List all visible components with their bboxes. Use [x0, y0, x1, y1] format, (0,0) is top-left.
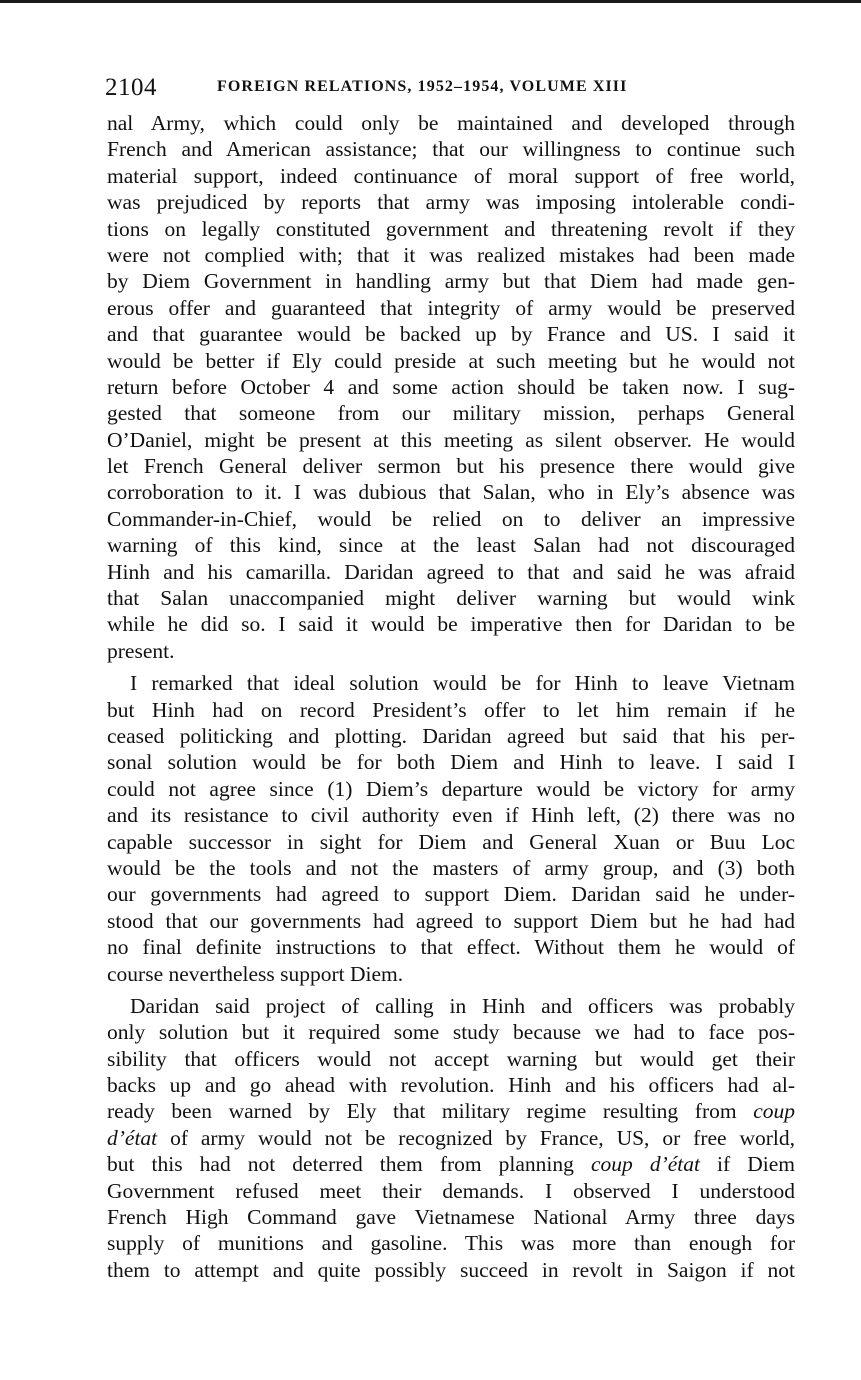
text-line: material support, indeed continuance of moral support of free world, [107, 163, 795, 188]
page-number: 2104 [105, 74, 157, 101]
text-segment: if Diem [717, 1152, 796, 1177]
text-line: Hinh and his camarilla. Daridan agreed to that and said he was afraid [107, 559, 795, 584]
text-line: sonal solution would be for both Diem and Hinh to leave. I said I [107, 750, 795, 775]
text-line: Daridan said project of calling in Hinh and officers was probably [130, 993, 795, 1018]
italic-term: coup d’état [590, 1152, 700, 1177]
text-line: backs up and go ahead with revolution. Hinh and his officers had al- [107, 1073, 795, 1098]
text-line: nal Army, which could only be maintained and developed through [107, 111, 795, 135]
text-line: by Diem Government in handling army but that Diem had made gen- [107, 269, 795, 294]
text-line: let French General deliver sermon but his presence there would give [107, 454, 795, 479]
text-line: gested that someone from our military mission, perhaps General [107, 401, 795, 426]
text-line: could not agree since (1) Diem’s departure would be victory for army [107, 776, 795, 801]
text-line: course nevertheless support Diem. [107, 961, 404, 986]
text-line: that Salan unaccompanied might deliver warning but would wink [107, 586, 795, 611]
text-line: O’Daniel, might be present at this meeting as silent observer. He would [107, 427, 795, 452]
text-line: was prejudiced by reports that army was imposing intolerable condi- [107, 190, 795, 215]
text-line: French and American assistance; that our willingness to continue such [107, 137, 795, 162]
text-line: supply of munitions and gasoline. This was more than enough for [107, 1231, 795, 1256]
top-edge-rule [0, 0, 861, 3]
text-line: sibility that officers would not accept warning but would get their [107, 1046, 795, 1071]
text-line: but Hinh had on record President’s offer to let him remain if he [107, 697, 795, 722]
text-line: erous offer and guaranteed that integrity of army would be preserved [107, 295, 795, 320]
text-line: while he did so. I said it would be imperative then for Daridan to be [107, 612, 795, 637]
text-line: French High Command gave Vietnamese National Army three days [107, 1205, 795, 1230]
text-line: would be better if Ely could preside at such meeting but he would not [107, 348, 795, 373]
paragraph-1 [107, 110, 795, 664]
text-line: present. [107, 638, 175, 663]
text-line: Government refused meet their demands. I observed I understood [107, 1178, 795, 1203]
text-line: only solution but it required some study because we had to face pos- [107, 1020, 795, 1045]
text-line: were not complied with; that it was realized mistakes had been made [107, 242, 795, 267]
text-line-with-italic [107, 1125, 795, 1151]
text-line: capable successor in sight for Diem and General Xuan or Buu Loc [107, 829, 795, 854]
paragraph-3 [107, 993, 795, 1283]
text-line: would be the tools and not the masters of army group, and (3) both [107, 855, 795, 880]
text-segment: ready been warned by Ely that military regime resulting from [107, 1099, 737, 1124]
text-segment: of army would not be recognized by France, US, or free world, [170, 1125, 796, 1150]
running-head [105, 74, 805, 106]
text-line: stood that our governments had agreed to support Diem but he had had [107, 908, 795, 933]
paragraph-2 [107, 670, 795, 987]
text-line: and that guarantee would be backed up by France and US. I said it [107, 322, 795, 347]
text-line: and its resistance to civil authority even if Hinh left, (2) there was no [107, 803, 795, 828]
running-title: FOREIGN RELATIONS, 1952–1954, VOLUME XIII [217, 78, 628, 95]
text-line: no final definite instructions to that effect. Without them he would of [107, 935, 795, 960]
text-line-with-italic [107, 1098, 795, 1124]
text-line-with-italic [107, 1151, 795, 1177]
text-line: our governments had agreed to support Diem. Daridan said he under- [107, 882, 795, 907]
text-line: Commander-in-Chief, would be relied on to deliver an impressive [107, 506, 795, 531]
italic-term: d’état [107, 1125, 158, 1150]
text-line: I remarked that ideal solution would be for Hinh to leave Vietnam [130, 671, 795, 696]
text-line: corroboration to it. I was dubious that Salan, who in Ely’s absence was [107, 480, 795, 505]
text-line: return before October 4 and some action should be taken now. I sug- [107, 374, 795, 399]
text-segment: but this had not deterred them from planning [107, 1152, 574, 1177]
text-line: ceased politicking and plotting. Daridan agreed but said that his per- [107, 723, 795, 748]
text-line: warning of this kind, since at the least Salan had not discouraged [107, 533, 795, 558]
text-line: them to attempt and quite possibly succeed in revolt in Saigon if not [107, 1257, 795, 1282]
text-line: tions on legally constituted government and threatening revolt if they [107, 216, 795, 241]
body-text [107, 110, 795, 1283]
italic-term: coup [753, 1099, 795, 1124]
